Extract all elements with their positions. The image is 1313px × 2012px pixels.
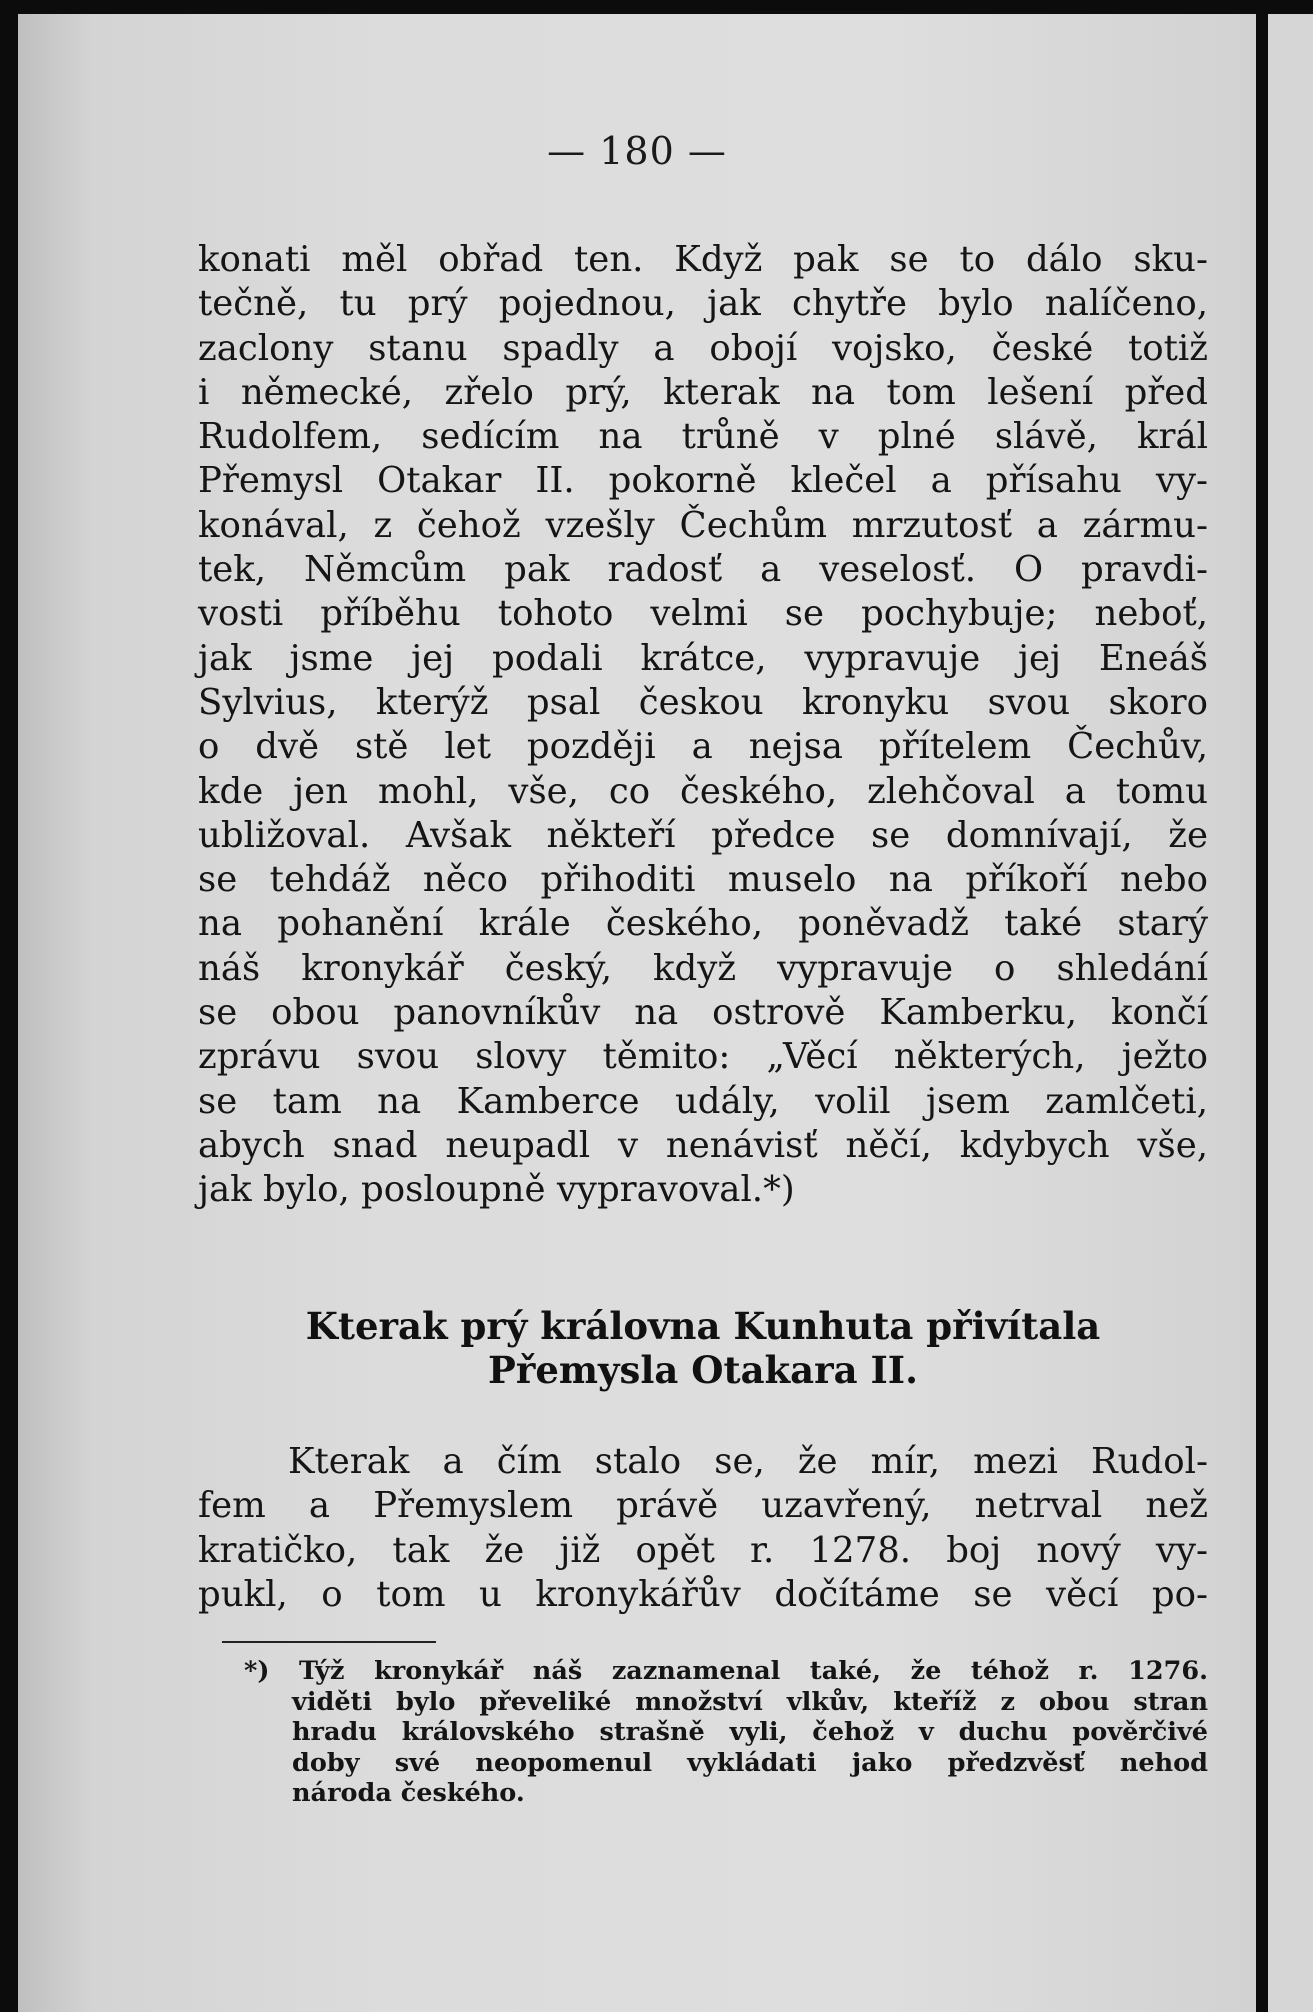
text-line: ubližoval. Avšak někteří předce se domnívají, že xyxy=(198,814,1208,856)
text-line: jak jsme jej podali krátce, vypravuje jej Eneáš xyxy=(198,637,1208,679)
footnote xyxy=(198,1656,1208,1809)
footnote-line: hradu královského strašně vyli, čehož v duchu pověrčivé xyxy=(292,1717,1208,1747)
text-line: Sylvius, kterýž psal českou kronyku svou skoro xyxy=(198,681,1208,723)
text-line: kde jen mohl, vše, co českého, zlehčoval a tomu xyxy=(198,770,1208,812)
text-line: konával, z čehož vzešly Čechům mrzutosť a zármu- xyxy=(198,504,1208,546)
footnote-line: viděti bylo převeliké množství vlkův, kteříž z obou stran xyxy=(292,1686,1208,1717)
heading-line: Kterak prý královna Kunhuta přivítala xyxy=(305,1304,1101,1348)
text-line: zaclony stanu spadly a obojí vojsko, české totiž xyxy=(198,327,1208,369)
text-line: pukl, o tom u kronykářův dočítáme se věcí po- xyxy=(198,1573,1208,1615)
footnote-rule xyxy=(222,1641,436,1643)
paragraph-1 xyxy=(198,238,1208,1213)
text-line: vosti příběhu tohoto velmi se pochybuje; neboť, xyxy=(198,593,1208,635)
footnote-line: *) Týž kronykář náš zaznamenal také, že téhož r. 1276. xyxy=(244,1656,1208,1686)
text-line: se tam na Kamberce udály, volil jsem zamlčeti, xyxy=(198,1080,1208,1122)
text-line: kratičko, tak že již opět r. 1278. boj nový vy- xyxy=(198,1529,1208,1571)
text-line: se obou panovníkův na ostrově Kamberku, končí xyxy=(198,992,1208,1034)
text-line: na pohanění krále českého, poněvadž také starý xyxy=(198,903,1208,945)
footnote-line: doby své neopomenul vykládati jako předzvěsť nehod xyxy=(292,1747,1208,1778)
book-page xyxy=(18,14,1256,2012)
section-heading xyxy=(198,1304,1208,1392)
text-line: tek, Němcům pak radosť a veselosť. O pravdi- xyxy=(198,549,1208,591)
adjacent-page-edge xyxy=(1268,14,1313,2012)
text-line: Přemysl Otakar II. pokorně klečel a přísahu vy- xyxy=(198,460,1208,502)
text-line: i německé, zřelo prý, kterak na tom lešení před xyxy=(198,371,1208,413)
heading-line: Přemysla Otakara II. xyxy=(488,1348,918,1392)
text-line: abych snad neupadl v nenávisť něčí, kdybych vše, xyxy=(198,1124,1208,1166)
text-line: konati měl obřad ten. Když pak se to dálo sku- xyxy=(198,239,1208,280)
text-line: o dvě stě let později a nejsa přítelem Čechův, xyxy=(198,726,1208,768)
text-line: Kterak a čím stalo se, že mír, mezi Rudol- xyxy=(288,1441,1208,1482)
footnote-line: národa českého. xyxy=(292,1778,525,1808)
text-line: jak bylo, posloupně vypravoval.*) xyxy=(198,1169,795,1211)
text-line: fem a Přemyslem právě uzavřený, netrval než xyxy=(198,1485,1208,1527)
text-line: Rudolfem, sedícím na trůně v plné slávě, král xyxy=(198,416,1208,458)
paragraph-2 xyxy=(198,1440,1208,1617)
text-line: zprávu svou slovy těmito: „Věcí některých, ježto xyxy=(198,1036,1208,1078)
text-line: se tehdáž něco přihoditi muselo na příkoří nebo xyxy=(198,859,1208,901)
page-number: — 180 — xyxy=(547,129,727,173)
text-line: náš kronykář český, když vypravuje o shledání xyxy=(198,947,1208,989)
text-line: tečně, tu prý pojednou, jak chytře bylo nalíčeno, xyxy=(198,283,1208,325)
